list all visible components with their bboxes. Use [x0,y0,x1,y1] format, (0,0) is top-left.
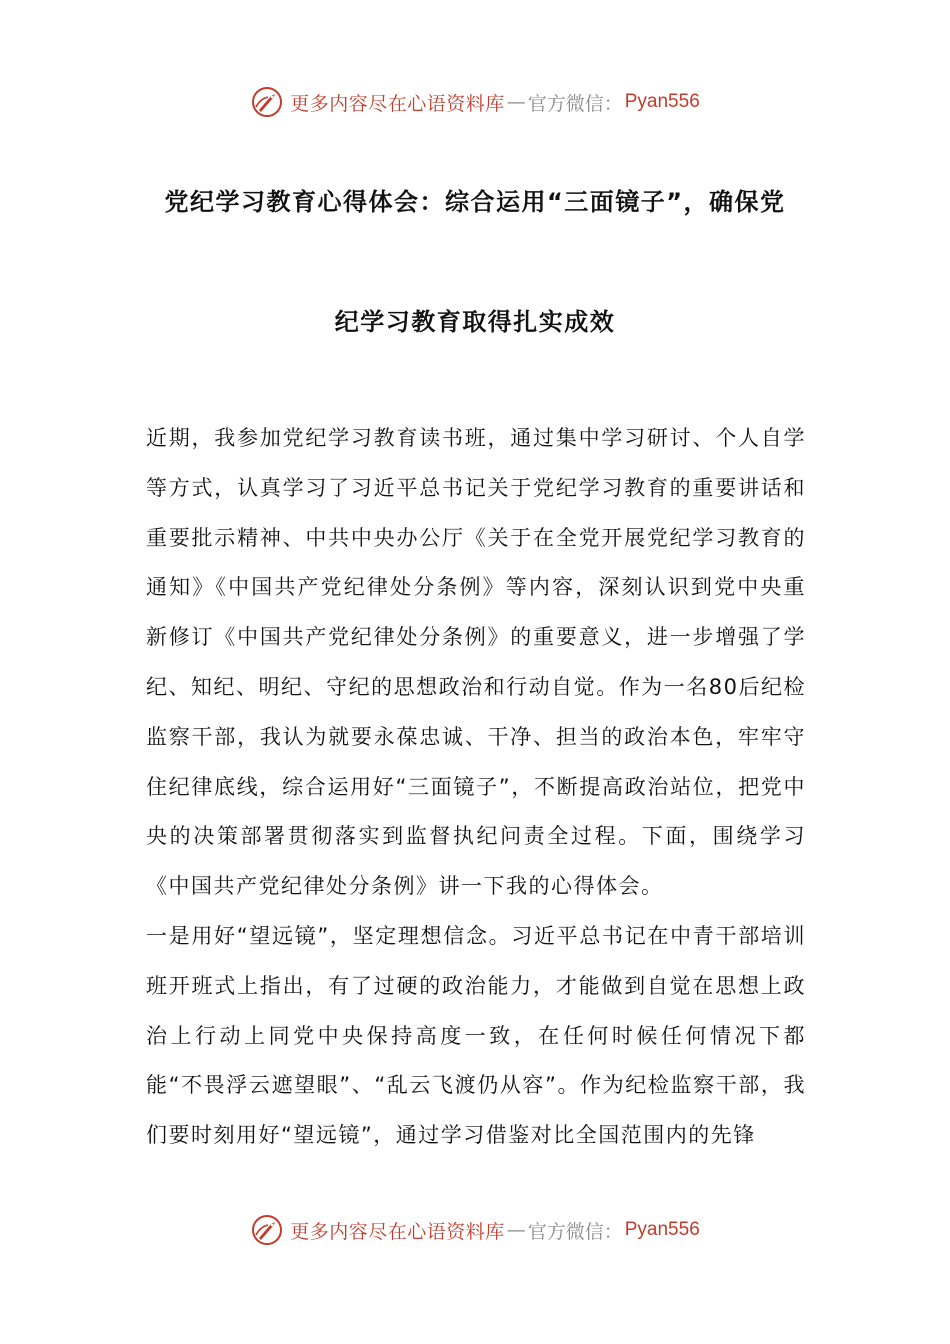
header-watermark-banner [0,78,950,126]
document-body [146,414,806,1161]
document-title-line-2: 纪学习教育取得扎实成效 [334,308,616,336]
banner-wechat-id: Pyan556 [624,1219,700,1240]
banner-sub-text: 官方微信： [527,92,623,115]
banner-sub-text: 官方微信： [527,1220,623,1243]
banner-wechat-id: Pyan556 [624,91,700,112]
banner-main-text: 更多内容尽在心语资料库 [290,1220,505,1243]
banner-dash: — [506,91,526,113]
banner-dash: — [506,1219,526,1241]
pen-nib-logo-icon [250,85,284,119]
banner-main-text: 更多内容尽在心语资料库 [290,92,505,115]
footer-watermark-banner [0,1206,950,1254]
document-title-line-1: 党纪学习教育心得体会：综合运用“三面镜子”，确保党 [164,188,786,216]
body-paragraph: 一是用好“望远镜”，坚定理想信念。习近平总书记在中青干部培训班开班式上指出，有了过硬的政治能力，才能做到自觉在思想上政治上行动上同党中央保持高度一致，在任何时候任何情况下都能“不畏浮云遮望眼”、“乱云飞渡仍从容”。作为纪检监察干部，我们要时刻用好“望远镜”，通过学习借鉴对比全国范围内的先锋 [146,923,806,1148]
body-paragraph: 近期，我参加党纪学习教育读书班，通过集中学习研讨、个人自学等方式，认真学习了习近平总书记关于党纪学习教育的重要讲话和重要批示精神、中共中央办公厅《关于在全党开展党纪学习教育的通知》《中国共产党纪律处分条例》等内容，深刻认识到党中央重新修订《中国共产党纪律处分条例》的重要意义，进一步增强了学纪、知纪、明纪、守纪的思想政治和行动自觉。作为一名80后纪检监察干部，我认为就要永葆忠诚、干净、担当的政治本色，牢牢守住纪律底线，综合运用好“三面镜子”，不断提高政治站位，把党中央的决策部署贯彻落实到监督执纪问责全过程。下面，围绕学习《中国共产党纪律处分条例》讲一下我的心得体会。 [146,426,806,899]
pen-nib-logo-icon [250,1213,284,1247]
